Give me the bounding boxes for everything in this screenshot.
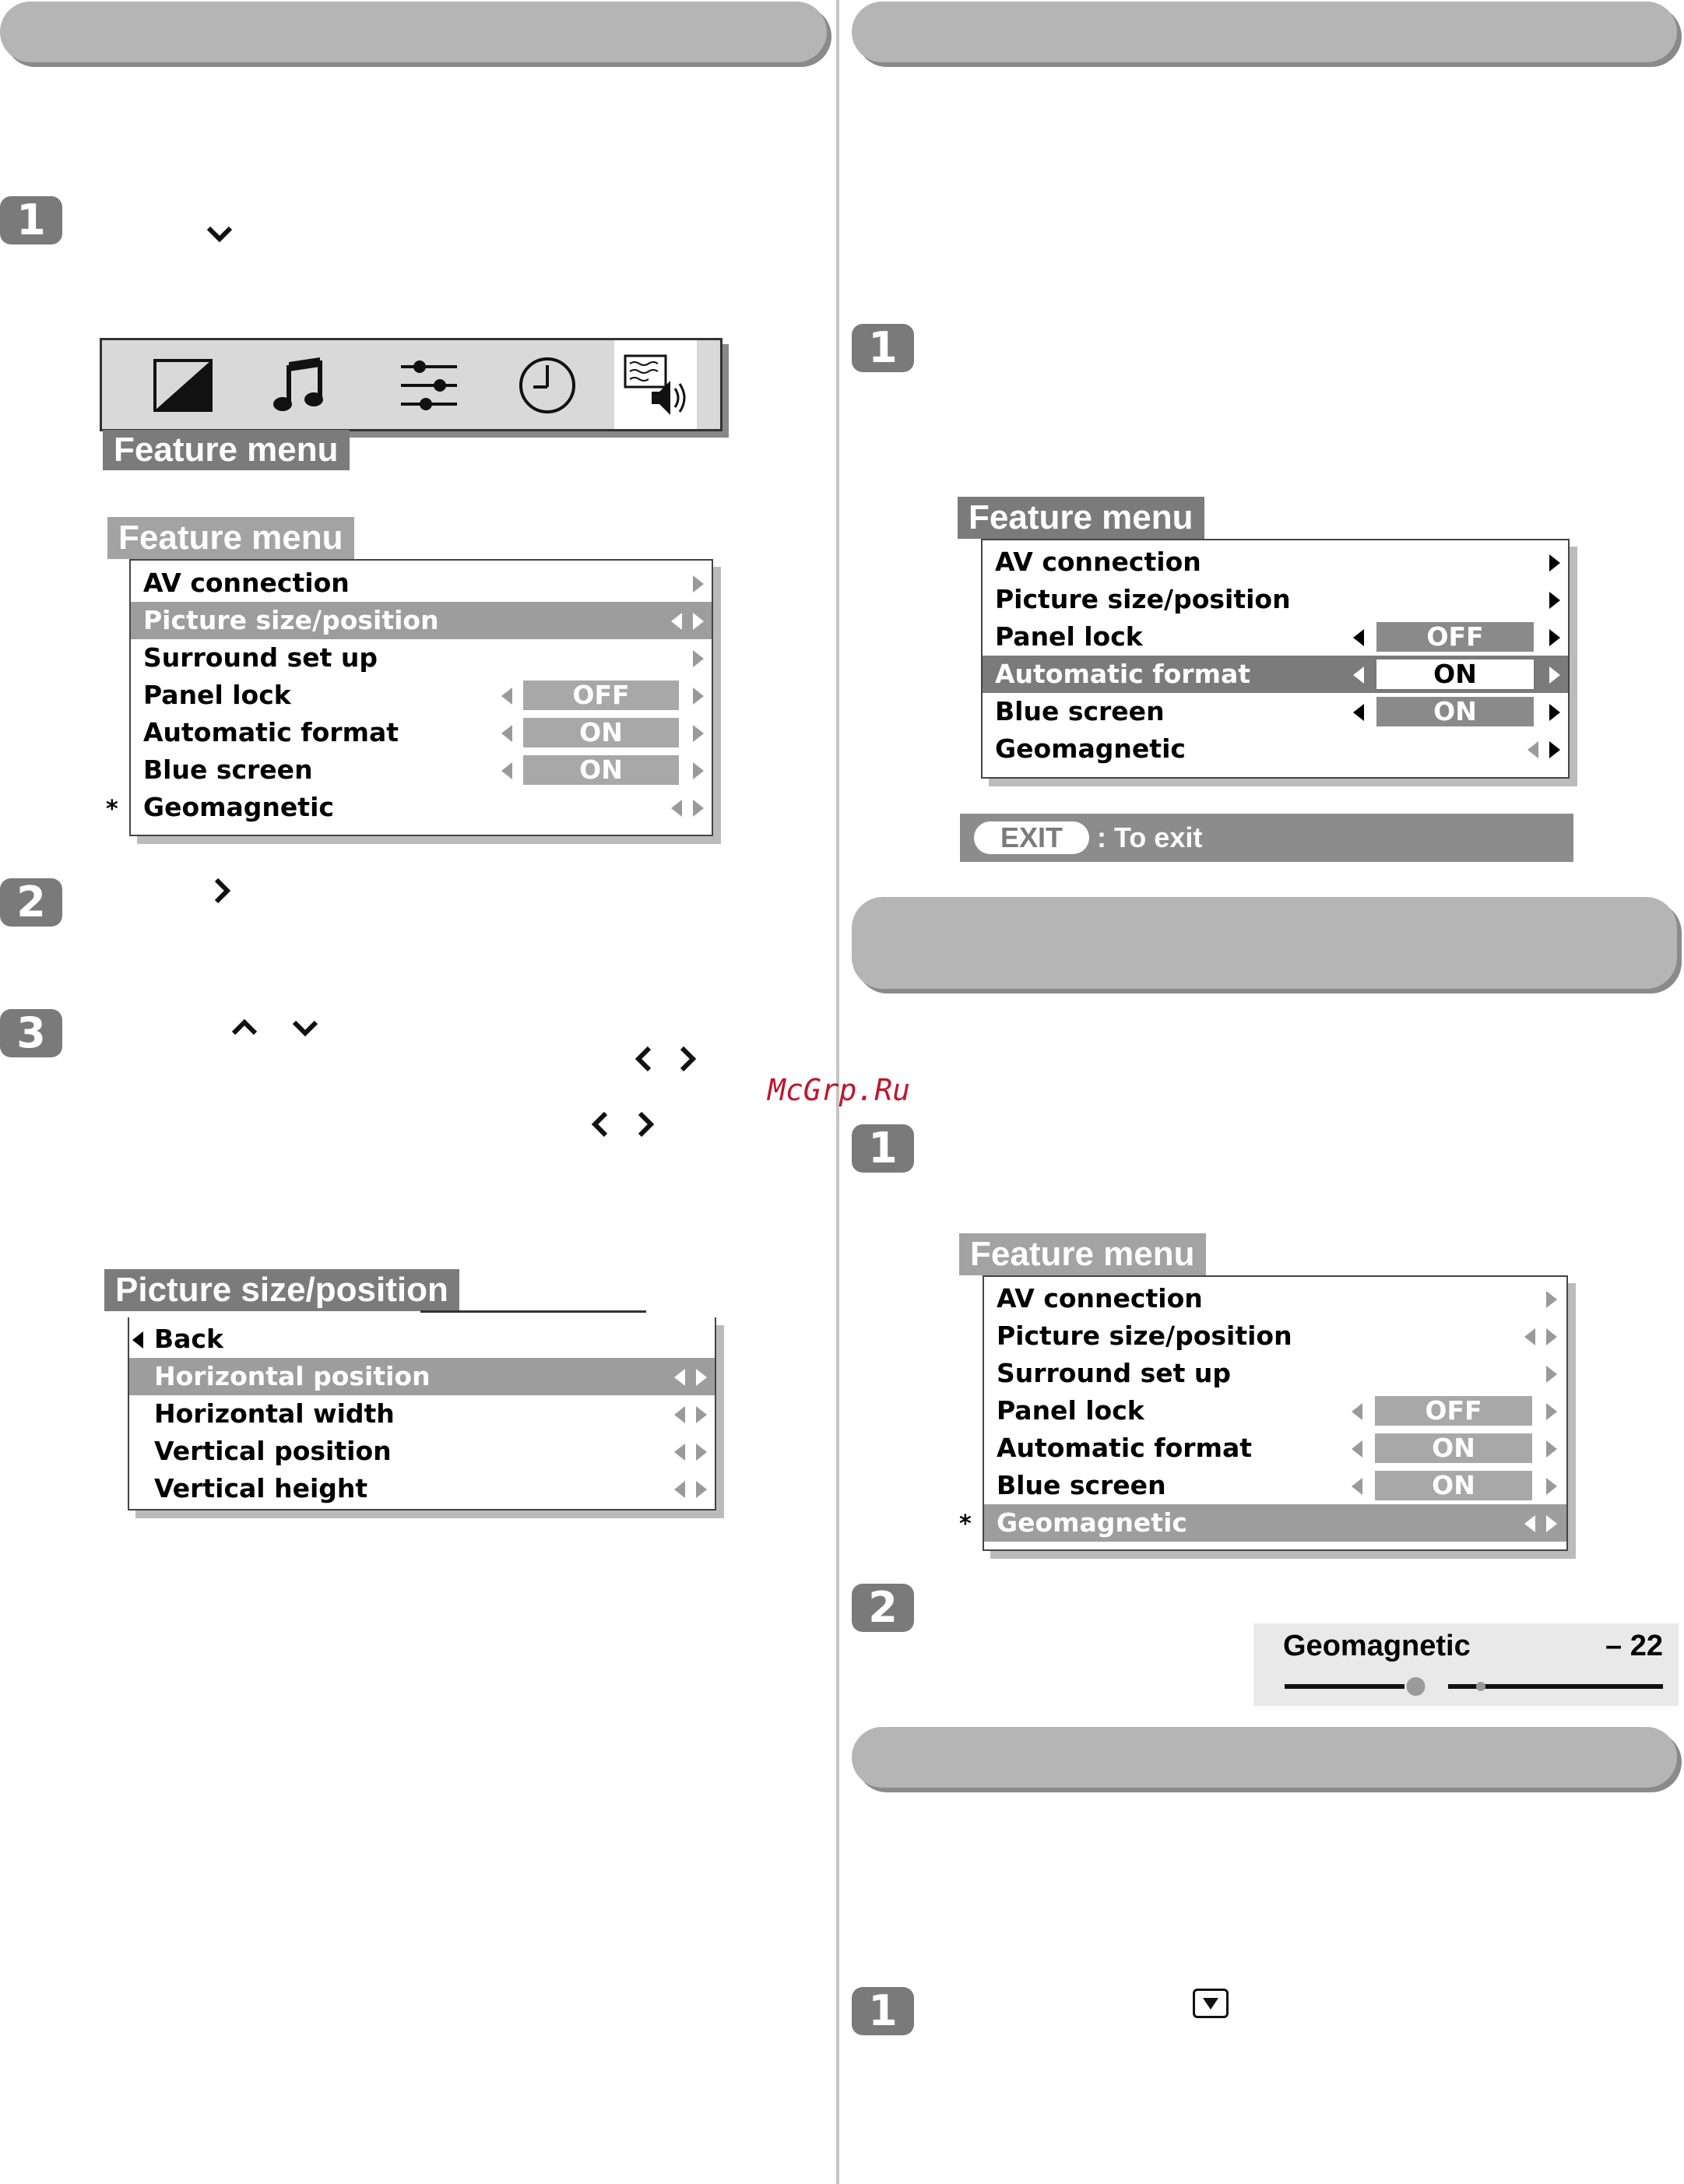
menu-item-label: AV connection: [997, 1283, 1203, 1314]
feature-icon-highlight[interactable]: [614, 340, 697, 429]
menu-item-automatic-format[interactable]: [983, 656, 1568, 693]
menu-item-blue-screen[interactable]: [131, 751, 712, 789]
right-arrow-icon: [693, 725, 704, 742]
menu-item-label: Panel lock: [995, 621, 1143, 652]
menu-item-label: Geomagnetic: [995, 733, 1186, 764]
left-arrow-icon: [501, 725, 512, 742]
feature-menu-title-left: Feature menu: [107, 517, 354, 559]
geomagnetic-slider[interactable]: [1285, 1675, 1663, 1698]
menu-item-horizontal-width[interactable]: [129, 1395, 715, 1433]
up-arrow-icon: [229, 1012, 260, 1045]
menu-item-label: Geomagnetic: [143, 792, 334, 822]
left-arrow-icon: [501, 762, 512, 779]
right-arrow-icon: [1549, 704, 1560, 721]
menu-item-label: Panel lock: [997, 1395, 1144, 1426]
right-arrow-icon: [696, 1481, 707, 1498]
right-arrow-icon: [210, 875, 234, 912]
menu-item-automatic-format[interactable]: [984, 1430, 1566, 1467]
right-arrow-icon: [1546, 1440, 1557, 1458]
left-arrow-icon: [1352, 1440, 1362, 1458]
step-1-badge-right-b: 1: [852, 1124, 914, 1173]
menu-item-automatic-format[interactable]: [131, 714, 712, 751]
feature-menu-right2: [983, 1275, 1568, 1551]
right-arrow-icon: [1549, 629, 1560, 646]
menu-item-label: Picture size/position: [997, 1321, 1292, 1351]
right-arrow-icon: [693, 688, 704, 705]
menu-item-blue-screen[interactable]: [983, 693, 1568, 730]
menu-item-blue-screen[interactable]: [984, 1467, 1566, 1504]
step-3-badge: 3: [0, 1009, 62, 1057]
left-arrow-icon: [1524, 1328, 1535, 1345]
picture-size-menu-title: Picture size/position: [104, 1269, 459, 1311]
menu-item-back[interactable]: [129, 1321, 715, 1358]
menu-item-label: Horizontal width: [154, 1398, 395, 1429]
automatic-format-value[interactable]: ON: [1375, 658, 1535, 691]
blue-screen-value: ON: [523, 755, 679, 785]
right-arrow-icon: [696, 1406, 707, 1423]
panel-lock-value: OFF: [1376, 622, 1534, 652]
menu-item-label: Surround set up: [997, 1358, 1231, 1388]
menu-item-label: AV connection: [143, 568, 350, 598]
right-arrow-icon: [693, 762, 704, 779]
panel-lock-value: OFF: [523, 681, 679, 710]
section-banner-left: [0, 2, 827, 62]
down-arrow-icon: [204, 218, 235, 251]
menu-item-panel-lock[interactable]: [983, 618, 1568, 656]
section-banner-right-top: [852, 2, 1677, 62]
menu-item-label: Geomagnetic: [997, 1507, 1187, 1538]
menu-item-label: Blue screen: [143, 754, 313, 785]
left-arrow-icon: [1352, 1403, 1362, 1420]
left-arrow-icon: [674, 1481, 685, 1498]
picture-size-menu: [128, 1317, 716, 1511]
down-key-icon: [1193, 1989, 1229, 2018]
feature-menu-right1: [981, 539, 1570, 779]
menu-item-picture-size-position[interactable]: [131, 602, 712, 639]
automatic-format-value: ON: [523, 718, 679, 747]
watermark: McGrp.Ru: [768, 1073, 911, 1107]
menu-item-label: Picture size/position: [995, 584, 1291, 614]
step-2-badge-right: 2: [852, 1584, 914, 1632]
automatic-format-value: ON: [1375, 1433, 1532, 1463]
step-1-badge-right-c: 1: [852, 1987, 914, 2035]
right-arrow-icon: [1549, 592, 1560, 609]
picture-icon[interactable]: [152, 354, 214, 417]
step-1-badge: 1: [0, 196, 62, 244]
right-arrow-icon: [1549, 666, 1560, 684]
feature-menu-title-right1: Feature menu: [958, 497, 1204, 539]
left-arrow-icon: [1528, 741, 1538, 758]
blue-screen-value: ON: [1376, 697, 1534, 726]
blue-screen-value: ON: [1375, 1471, 1532, 1500]
right-arrow-icon: [1546, 1403, 1557, 1420]
down-arrow-icon: [290, 1012, 321, 1045]
geomagnetic-slider-knob[interactable]: [1407, 1677, 1426, 1696]
menu-item-geomagnetic[interactable]: [131, 789, 712, 826]
picture-size-menu-top-line: [420, 1310, 646, 1313]
menu-item-surround-set-up[interactable]: [131, 639, 712, 677]
menu-item-label: Surround set up: [143, 642, 378, 673]
step-1-badge-right-a: 1: [852, 324, 914, 372]
menu-item-label: Vertical height: [154, 1473, 368, 1503]
left-arrow-icon: [674, 1369, 685, 1386]
exit-hint-bar: [960, 814, 1573, 862]
menu-item-label: Automatic format: [143, 717, 399, 747]
menu-item-av-connection[interactable]: [983, 543, 1568, 581]
geomagnetic-marker: *: [959, 1511, 972, 1538]
menu-item-label: Blue screen: [995, 696, 1165, 726]
geomagnetic-label: Geomagnetic: [1283, 1630, 1471, 1662]
main-menu-icon-bar: [100, 338, 722, 431]
geomagnetic-marker: *: [106, 796, 118, 823]
step-2-badge: 2: [0, 878, 62, 927]
menu-item-horizontal-position[interactable]: [129, 1358, 715, 1395]
menu-item-label: AV connection: [995, 547, 1201, 577]
left-arrow-icon: [589, 1109, 612, 1145]
right-arrow-icon: [634, 1109, 657, 1145]
menu-item-label: Picture size/position: [143, 605, 439, 635]
feature-menu-left: [129, 559, 713, 836]
menu-item-av-connection[interactable]: [131, 564, 712, 602]
left-arrow-icon: [674, 1444, 685, 1461]
left-arrow-icon: [1353, 666, 1364, 684]
geomagnetic-value: – 22: [1605, 1630, 1663, 1662]
back-arrow-icon: [132, 1331, 143, 1349]
menu-item-label: Blue screen: [997, 1470, 1166, 1500]
right-arrow-icon: [693, 575, 704, 593]
menu-item-label: Automatic format: [995, 659, 1251, 689]
left-arrow-icon: [671, 800, 682, 817]
right-arrow-icon: [676, 1043, 699, 1080]
menu-item-label: Panel lock: [143, 680, 291, 710]
geomagnetic-adjust-bar: [1253, 1623, 1679, 1706]
right-arrow-icon: [693, 650, 704, 667]
section-banner-right-mid: [852, 897, 1677, 989]
timer-clock-icon[interactable]: [516, 354, 578, 417]
right-arrow-icon: [696, 1369, 707, 1386]
left-arrow-icon: [671, 613, 682, 630]
right-arrow-icon: [1546, 1366, 1557, 1383]
left-arrow-icon: [1352, 1478, 1362, 1495]
menu-item-label: Back: [154, 1324, 223, 1354]
sound-icon[interactable]: [272, 354, 334, 417]
menu-item-av-connection[interactable]: [984, 1280, 1566, 1317]
feature-icon: [624, 353, 689, 418]
left-arrow-icon: [1353, 629, 1364, 646]
icon-bar-caption: Feature menu: [103, 430, 350, 470]
panel-lock-value: OFF: [1375, 1396, 1532, 1426]
left-arrow-icon: [1524, 1515, 1535, 1532]
menu-item-vertical-position[interactable]: [129, 1433, 715, 1470]
menu-item-label: Automatic format: [997, 1433, 1253, 1463]
right-arrow-icon: [1546, 1328, 1557, 1345]
menu-item-picture-size-position[interactable]: [984, 1317, 1566, 1355]
feature-menu-title-right2: Feature menu: [959, 1233, 1206, 1275]
left-arrow-icon: [1353, 704, 1364, 721]
right-arrow-icon: [693, 613, 704, 630]
menu-item-surround-set-up[interactable]: [984, 1355, 1566, 1392]
exit-hint-text: : To exit: [1097, 821, 1203, 853]
menu-item-picture-size-position[interactable]: [983, 581, 1568, 618]
section-banner-right-low: [852, 1727, 1677, 1788]
menu-item-vertical-height[interactable]: [129, 1470, 715, 1507]
left-arrow-icon: [501, 688, 512, 705]
right-arrow-icon: [1549, 741, 1560, 758]
right-arrow-icon: [1549, 554, 1560, 571]
menu-item-label: Vertical position: [154, 1436, 392, 1466]
menu-item-geomagnetic[interactable]: [983, 730, 1568, 768]
right-arrow-icon: [1546, 1515, 1557, 1532]
menu-item-panel-lock[interactable]: [131, 677, 712, 714]
left-arrow-icon: [674, 1406, 685, 1423]
left-arrow-icon: [632, 1043, 656, 1080]
right-arrow-icon: [1546, 1478, 1557, 1495]
menu-item-label: Horizontal position: [154, 1361, 431, 1391]
menu-item-panel-lock[interactable]: [984, 1392, 1566, 1430]
right-arrow-icon: [693, 800, 704, 817]
right-arrow-icon: [1546, 1291, 1557, 1308]
menu-item-geomagnetic[interactable]: [984, 1504, 1566, 1542]
settings-sliders-icon[interactable]: [398, 354, 460, 417]
right-arrow-icon: [696, 1444, 707, 1461]
exit-button[interactable]: EXIT: [974, 821, 1089, 854]
